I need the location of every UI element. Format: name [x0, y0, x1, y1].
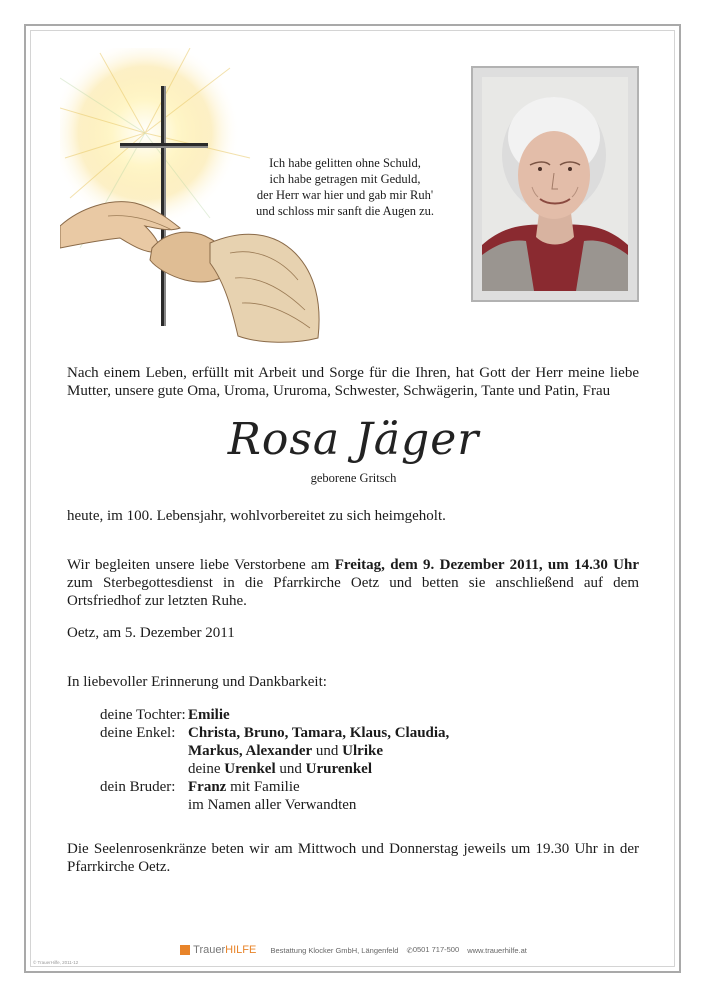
family-row-brother — [100, 778, 449, 796]
brand-part2: HILFE — [225, 944, 257, 956]
poem-line: und schloss mir sanft die Augen zu. — [255, 204, 435, 218]
relatives-line: im Namen aller Verwandten — [188, 797, 357, 813]
great-grandchildren: Urenkel — [224, 761, 276, 777]
intro-paragraph: Nach einem Leben, erfüllt mit Arbeit und Sorge für die Ihren, hat Gott der Herr meine liebe Mutter, unsere gute Oma, Uroma, Ururoma, Schwester, Schwägerin, Tante und Patin, Frau — [67, 365, 639, 399]
great-great-grandchildren: Ururenkel — [305, 761, 373, 777]
poem-line: der Herr war hier und gab mir Ruh' — [256, 188, 434, 202]
brother-name: Franz — [188, 779, 227, 795]
memory-line: In liebevoller Erinnerung und Dankbarkeit: — [67, 674, 327, 690]
family-row-great-grandchildren — [100, 760, 449, 778]
family-list — [100, 706, 449, 814]
family-row-grandchildren-2 — [100, 742, 449, 760]
funeral-date: Freitag, dem 9. Dezember 2011, um 14.30 Uhr — [334, 557, 640, 573]
portrait-frame — [471, 66, 639, 302]
family-row-grandchildren — [100, 724, 449, 742]
grandchildren-label: deine Enkel: — [100, 725, 176, 741]
poem — [240, 155, 450, 219]
company-name: Bestattung Klocker GmbH, Längenfeld — [270, 945, 399, 955]
phone-icon: ✆ — [406, 945, 413, 955]
grandchildren-names-3: Ulrike — [342, 743, 383, 759]
website-link[interactable]: www.trauerhilfe.at — [467, 945, 527, 955]
brother-label: dein Bruder: — [100, 779, 176, 795]
poem-line: ich habe getragen mit Geduld, — [269, 172, 421, 186]
grandchildren-names: Christa, Bruno, Tamara, Klaus, Claudia, — [188, 725, 450, 741]
credit-text: © TrauerHilfe, 2011-12 — [33, 960, 79, 965]
grandchildren-names-2: Markus, Alexander — [188, 743, 313, 759]
funeral-text-before: Wir begleiten unsere liebe Verstorbene am — [67, 557, 335, 573]
death-paragraph: heute, im 100. Lebensjahr, wohlvorbereitet zu sich heimgeholt. — [67, 508, 446, 524]
family-row-relatives — [100, 796, 449, 814]
daughter-label: deine Tochter: — [100, 707, 186, 723]
and-text: und — [312, 743, 343, 759]
place-date: Oetz, am 5. Dezember 2011 — [67, 625, 235, 641]
daughter-name: Emilie — [188, 707, 230, 723]
poem-line: Ich habe gelitten ohne Schuld, — [269, 156, 421, 170]
footer — [0, 944, 707, 956]
family-row-daughter — [100, 706, 449, 724]
brand-part1: Trauer — [193, 944, 226, 956]
birth-name: geborene Gritsch — [310, 471, 397, 485]
funeral-paragraph — [67, 556, 639, 610]
trauerhilfe-logo-icon — [180, 945, 190, 955]
deceased-name: Rosa Jäger — [227, 414, 480, 465]
brother-suffix: mit Familie — [226, 779, 300, 795]
portrait-photo — [482, 77, 628, 291]
great-prefix: deine — [188, 761, 225, 777]
rosary-paragraph: Die Seelenrosenkränze beten wir am Mittwoch und Donnerstag jeweils um 19.30 Uhr in der Pfarrkirche Oetz. — [67, 841, 639, 875]
and-text-2: und — [275, 761, 306, 777]
portrait-icon — [482, 77, 628, 291]
phone-number: 0501 717-500 — [412, 944, 460, 954]
funeral-text-after: zum Sterbegottesdienst in die Pfarrkirche Oetz und betten sie anschließend auf dem Ortsfriedhof zur letzten Ruhe. — [67, 575, 639, 609]
